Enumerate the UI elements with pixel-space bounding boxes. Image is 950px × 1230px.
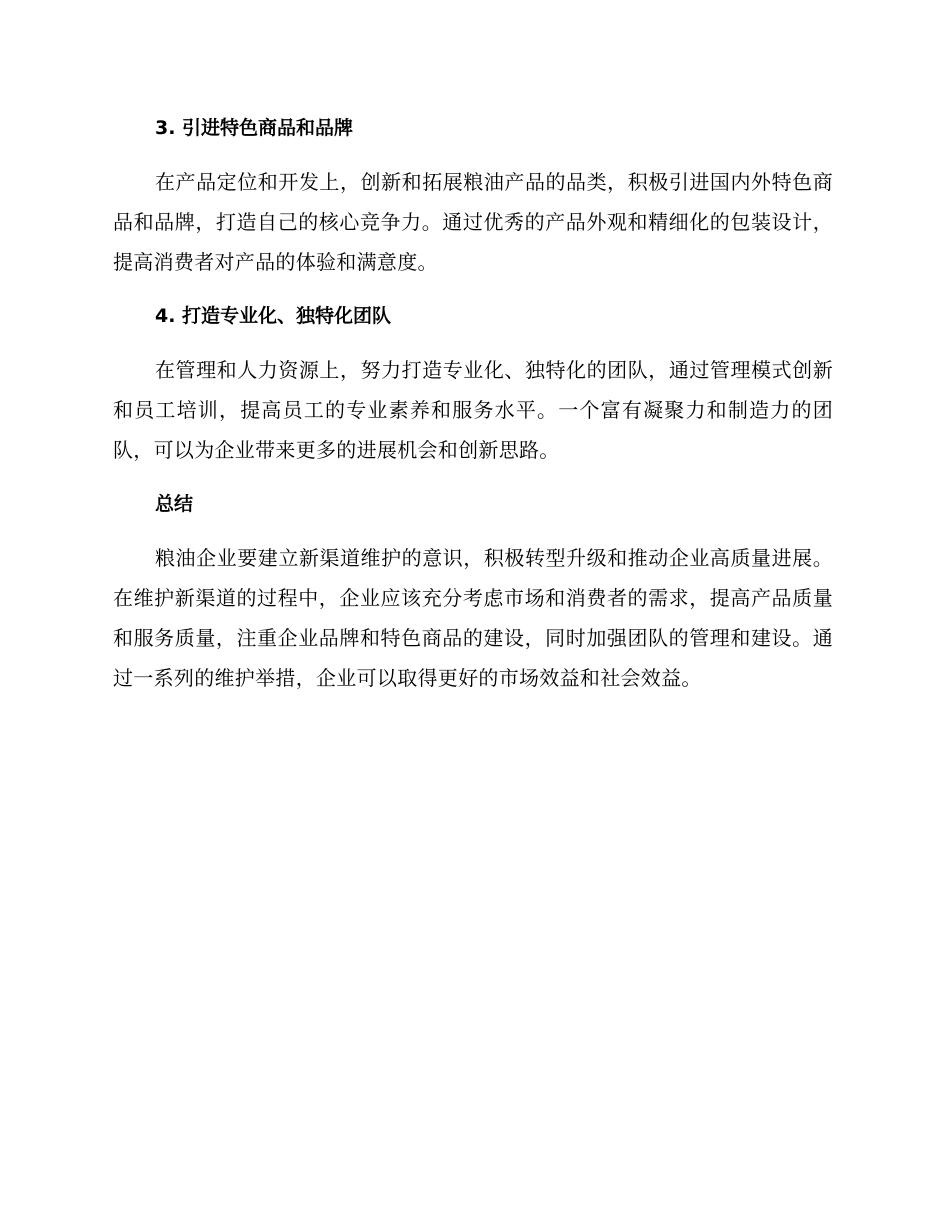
section-paragraph-3: 在产品定位和开发上，创新和拓展粮油产品的品类，积极引进国内外特色商品和品牌，打造自己的核心竞争力。通过优秀的产品外观和精细化的包装设计，提高消费者对产品的体验和满意度。: [113, 170, 833, 274]
document-body: [113, 108, 833, 698]
summary-paragraph: 粮油企业要建立新渠道维护的意识，积极转型升级和推动企业高质量进展。在维护新渠道的过程中，企业应该充分考虑市场和消费者的需求，提高产品质量和服务质量，注重企业品牌和特色商品的建设，同时加强团队的管理和建设。通过一系列的维护举措，企业可以取得更好的市场效益和社会效益。: [113, 546, 833, 690]
summary-heading: 总结: [155, 493, 194, 515]
section-heading-3: 3. 引进特色商品和品牌: [155, 117, 354, 139]
section-paragraph-4: 在管理和人力资源上，努力打造专业化、独特化的团队，通过管理模式创新和员工培训，提高员工的专业素养和服务水平。一个富有凝聚力和制造力的团队，可以为企业带来更多的进展机会和创新思路。: [113, 358, 833, 462]
section-heading-4: 4. 打造专业化、独特化团队: [155, 305, 392, 327]
